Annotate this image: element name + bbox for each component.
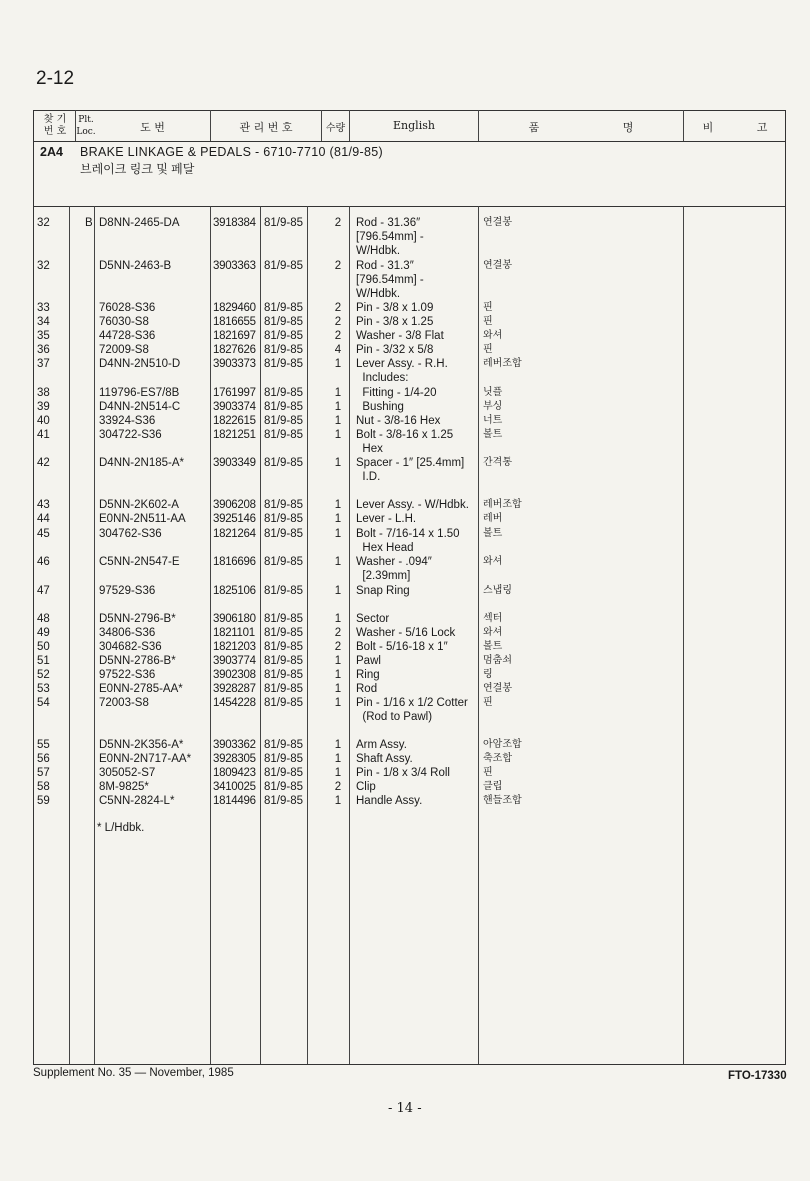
ref-no-cell: 36	[37, 344, 50, 356]
korean-name-cell: 닛플	[483, 387, 503, 398]
date-range-cell: 81/9-85	[264, 641, 304, 653]
ref-no-cell: 42	[37, 457, 50, 469]
korean-name-cell: 간격통	[483, 457, 512, 468]
column-divider	[260, 206, 261, 1064]
korean-name-cell: 핀	[483, 316, 493, 327]
supplement-note: Supplement No. 35 — November, 1985	[33, 1067, 234, 1079]
date-range-cell: 81/9-85	[264, 585, 304, 597]
quantity-cell: 2	[334, 260, 342, 272]
part-number-cell: C5NN-2N547-E	[99, 556, 180, 568]
mgmt-number-cell: 3903363	[213, 260, 256, 272]
english-description-cell: Arm Assy.	[356, 739, 407, 751]
date-range-cell: 81/9-85	[264, 217, 304, 229]
date-range-cell: 81/9-85	[264, 697, 304, 709]
korean-name-cell: 스냅링	[483, 585, 512, 596]
quantity-cell: 2	[334, 627, 342, 639]
part-number-cell: D4NN-2N510-D	[99, 358, 181, 370]
date-range-cell: 81/9-85	[264, 739, 304, 751]
mgmt-number-cell: 1821203	[213, 641, 256, 653]
quantity-cell: 1	[334, 499, 342, 511]
english-description-cell: Washer - .094″ [2.39mm]	[356, 556, 432, 582]
quantity-cell: 2	[334, 641, 342, 653]
date-range-cell: 81/9-85	[264, 401, 304, 413]
ref-no-cell: 33	[37, 302, 50, 314]
quantity-cell: 1	[334, 669, 342, 681]
quantity-cell: 1	[334, 753, 342, 765]
english-description-cell: Pawl	[356, 655, 381, 667]
quantity-cell: 1	[334, 457, 342, 469]
header-plt-loc: Plt. Loc.	[76, 115, 96, 137]
korean-name-cell: 아암조합	[483, 739, 522, 750]
ref-no-cell: 37	[37, 358, 50, 370]
english-description-cell: Snap Ring	[356, 585, 410, 597]
ref-no-cell: 51	[37, 655, 50, 667]
document-code: FTO-17330	[728, 1070, 787, 1082]
korean-name-cell: 부싱	[483, 401, 503, 412]
section-korean-title: 브레이크 링크 및 페달	[80, 162, 195, 176]
date-range-cell: 81/9-85	[264, 513, 304, 525]
date-range-cell: 81/9-85	[264, 655, 304, 667]
ref-no-cell: 47	[37, 585, 50, 597]
part-number-cell: 304762-S36	[99, 528, 162, 540]
part-number-cell: E0NN-2785-AA*	[99, 683, 183, 695]
mgmt-number-cell: 1816696	[213, 556, 256, 568]
quantity-cell: 1	[334, 697, 342, 709]
date-range-cell: 81/9-85	[264, 415, 304, 427]
part-number-cell: D5NN-2796-B*	[99, 613, 176, 625]
korean-name-cell: 볼트	[483, 641, 503, 652]
mgmt-number-cell: 3928287	[213, 683, 256, 695]
date-range-cell: 81/9-85	[264, 260, 304, 272]
korean-name-cell: 핀	[483, 697, 493, 708]
part-number-cell: E0NN-2N717-AA*	[99, 753, 192, 765]
english-description-cell: Pin - 1/16 x 1/2 Cotter (Rod to Pawl)	[356, 697, 468, 723]
mgmt-number-cell: 3906208	[213, 499, 256, 511]
column-divider	[69, 206, 70, 1064]
column-divider	[307, 206, 308, 1064]
ref-no-cell: 45	[37, 528, 50, 540]
quantity-cell: 1	[334, 513, 342, 525]
ref-no-cell: 58	[37, 781, 50, 793]
quantity-cell: 1	[334, 767, 342, 779]
ref-no-cell: 54	[37, 697, 50, 709]
korean-name-cell: 연결봉	[483, 217, 512, 228]
ref-no-cell: 43	[37, 499, 50, 511]
date-range-cell: 81/9-85	[264, 683, 304, 695]
header-english: English	[393, 119, 435, 132]
footnote: * L/Hdbk.	[97, 822, 145, 834]
date-range-cell: 81/9-85	[264, 795, 304, 807]
english-description-cell: Washer - 5/16 Lock	[356, 627, 456, 639]
mgmt-number-cell: 1821264	[213, 528, 256, 540]
korean-name-cell: 축조합	[483, 753, 512, 764]
quantity-cell: 1	[334, 556, 342, 568]
ref-no-cell: 50	[37, 641, 50, 653]
part-number-cell: D8NN-2465-DA	[99, 217, 180, 229]
date-range-cell: 81/9-85	[264, 499, 304, 511]
korean-name-cell: 레버조합	[483, 358, 522, 369]
korean-name-cell: 핀	[483, 767, 493, 778]
mgmt-number-cell: 1814496	[213, 795, 256, 807]
korean-name-cell: 레버조합	[483, 499, 522, 510]
quantity-cell: 1	[334, 528, 342, 540]
mgmt-number-cell: 3918384	[213, 217, 256, 229]
mgmt-number-cell: 3903349	[213, 457, 256, 469]
ref-no-cell: 52	[37, 669, 50, 681]
header-ref-no: 찾 기 번 호	[43, 114, 67, 137]
page-label: 2-12	[36, 68, 75, 89]
korean-name-cell: 와셔	[483, 330, 503, 341]
date-range-cell: 81/9-85	[264, 457, 304, 469]
part-number-cell: 305052-S7	[99, 767, 156, 779]
date-range-cell: 81/9-85	[264, 669, 304, 681]
quantity-cell: 1	[334, 739, 342, 751]
part-number-cell: 97529-S36	[99, 585, 156, 597]
korean-name-cell: 레버	[483, 513, 503, 524]
mgmt-number-cell: 1827626	[213, 344, 256, 356]
english-description-cell: Pin - 3/8 x 1.09	[356, 302, 434, 314]
quantity-cell: 2	[334, 330, 342, 342]
mgmt-number-cell: 3903362	[213, 739, 256, 751]
quantity-cell: 1	[334, 358, 342, 370]
header-divider	[210, 110, 211, 141]
korean-name-cell: 섹터	[483, 613, 503, 624]
english-description-cell: Lever - L.H.	[356, 513, 417, 525]
part-number-cell: E0NN-2N511-AA	[99, 513, 186, 525]
header-mgmt-no: 관 리 번 호	[239, 121, 293, 134]
part-number-cell: D4NN-2N185-A*	[99, 457, 185, 469]
korean-name-cell: 핀	[483, 302, 493, 313]
mgmt-number-cell: 3928305	[213, 753, 256, 765]
section-title: BRAKE LINKAGE & PEDALS - 6710-7710 (81/9-85)	[80, 145, 383, 159]
part-number-cell: 119796-ES7/8B	[99, 387, 180, 399]
korean-name-cell: 볼트	[483, 429, 503, 440]
date-range-cell: 81/9-85	[264, 556, 304, 568]
ref-no-cell: 38	[37, 387, 50, 399]
english-description-cell: Spacer - 1″ [25.4mm] I.D.	[356, 457, 465, 483]
mgmt-number-cell: 1821697	[213, 330, 256, 342]
ref-no-cell: 55	[37, 739, 50, 751]
quantity-cell: 2	[334, 217, 342, 229]
quantity-cell: 1	[334, 795, 342, 807]
english-description-cell: Washer - 3/8 Flat	[356, 330, 444, 342]
english-description-cell: Shaft Assy.	[356, 753, 413, 765]
mgmt-number-cell: 3902308	[213, 669, 256, 681]
ref-no-cell: 35	[37, 330, 50, 342]
section-code: 2A4	[40, 145, 63, 159]
english-description-cell: Fitting - 1/4-20	[356, 387, 437, 399]
part-number-cell: 72003-S8	[99, 697, 149, 709]
date-range-cell: 81/9-85	[264, 613, 304, 625]
ref-no-cell: 49	[37, 627, 50, 639]
korean-name-cell: 핀	[483, 344, 493, 355]
header-remarks: 비 고	[702, 121, 768, 134]
mgmt-number-cell: 1816655	[213, 316, 256, 328]
part-number-cell: 33924-S36	[99, 415, 156, 427]
quantity-cell: 1	[334, 401, 342, 413]
english-description-cell: Pin - 3/8 x 1.25	[356, 316, 434, 328]
column-divider	[478, 206, 479, 1064]
part-number-cell: 76028-S36	[99, 302, 156, 314]
part-number-cell: 44728-S36	[99, 330, 156, 342]
quantity-cell: 1	[334, 683, 342, 695]
ref-no-cell: 34	[37, 316, 50, 328]
date-range-cell: 81/9-85	[264, 528, 304, 540]
ref-no-cell: 46	[37, 556, 50, 568]
english-description-cell: Rod	[356, 683, 378, 695]
quantity-cell: 4	[334, 344, 342, 356]
english-description-cell: Bushing	[356, 401, 404, 413]
ref-no-cell: 53	[37, 683, 50, 695]
date-range-cell: 81/9-85	[264, 627, 304, 639]
english-description-cell: Rod - 31.3″ [796.54mm] - W/Hdbk.	[356, 260, 424, 300]
quantity-cell: 1	[334, 585, 342, 597]
korean-name-cell: 핸들조합	[483, 795, 522, 806]
date-range-cell: 81/9-85	[264, 344, 304, 356]
header-bottom-rule	[33, 141, 786, 142]
date-range-cell: 81/9-85	[264, 330, 304, 342]
mgmt-number-cell: 3903774	[213, 655, 256, 667]
quantity-cell: 1	[334, 415, 342, 427]
korean-name-cell: 너트	[483, 415, 503, 426]
part-number-cell: 8M-9825*	[99, 781, 149, 793]
english-description-cell: Lever Assy. - W/Hdbk.	[356, 499, 469, 511]
korean-name-cell: 와셔	[483, 556, 503, 567]
column-divider	[210, 206, 211, 1064]
mgmt-number-cell: 1454228	[213, 697, 256, 709]
english-description-cell: Ring	[356, 669, 380, 681]
quantity-cell: 1	[334, 613, 342, 625]
mgmt-number-cell: 3925146	[213, 513, 256, 525]
page-number: - 14 -	[388, 1101, 422, 1116]
mgmt-number-cell: 1761997	[213, 387, 256, 399]
ref-no-cell: 39	[37, 401, 50, 413]
mgmt-number-cell: 1809423	[213, 767, 256, 779]
english-description-cell: Nut - 3/8-16 Hex	[356, 415, 441, 427]
quantity-cell: 1	[334, 655, 342, 667]
quantity-cell: 2	[334, 781, 342, 793]
korean-name-cell: 볼트	[483, 528, 503, 539]
mgmt-number-cell: 1825106	[213, 585, 256, 597]
english-description-cell: Clip	[356, 781, 376, 793]
date-range-cell: 81/9-85	[264, 753, 304, 765]
korean-name-cell: 연결봉	[483, 683, 512, 694]
english-description-cell: Pin - 3/32 x 5/8	[356, 344, 434, 356]
english-description-cell: Rod - 31.36″ [796.54mm] - W/Hdbk.	[356, 217, 424, 257]
plt-loc-cell: B	[85, 217, 93, 229]
part-number-cell: 304722-S36	[99, 429, 162, 441]
mgmt-number-cell: 1829460	[213, 302, 256, 314]
ref-no-cell: 32	[37, 217, 50, 229]
mgmt-number-cell: 3410025	[213, 781, 256, 793]
date-range-cell: 81/9-85	[264, 429, 304, 441]
date-range-cell: 81/9-85	[264, 358, 304, 370]
header-item-name: 품 명	[528, 121, 634, 134]
ref-no-cell: 56	[37, 753, 50, 765]
part-number-cell: 72009-S8	[99, 344, 149, 356]
part-number-cell: D5NN-2K356-A*	[99, 739, 184, 751]
mgmt-number-cell: 1821101	[213, 627, 255, 639]
quantity-cell: 1	[334, 429, 342, 441]
korean-name-cell: 멈춤쇠	[483, 655, 512, 666]
korean-name-cell: 와셔	[483, 627, 503, 638]
part-number-cell: D5NN-2463-B	[99, 260, 172, 272]
ref-no-cell: 48	[37, 613, 50, 625]
mgmt-number-cell: 1822615	[213, 415, 256, 427]
date-range-cell: 81/9-85	[264, 387, 304, 399]
date-range-cell: 81/9-85	[264, 316, 304, 328]
header-qty: 수량	[325, 123, 346, 134]
english-description-cell: Sector	[356, 613, 390, 625]
english-description-cell: Handle Assy.	[356, 795, 423, 807]
english-description-cell: Bolt - 7/16-14 x 1.50 Hex Head	[356, 528, 460, 554]
part-number-cell: D5NN-2786-B*	[99, 655, 176, 667]
column-divider	[683, 206, 684, 1064]
mgmt-number-cell: 1821251	[213, 429, 256, 441]
part-number-cell: 304682-S36	[99, 641, 162, 653]
column-divider	[349, 206, 350, 1064]
ref-no-cell: 41	[37, 429, 50, 441]
date-range-cell: 81/9-85	[264, 302, 304, 314]
ref-no-cell: 32	[37, 260, 50, 272]
korean-name-cell: 연결봉	[483, 260, 512, 271]
korean-name-cell: 링	[483, 669, 493, 680]
quantity-cell: 2	[334, 316, 342, 328]
part-number-cell: 76030-S8	[99, 316, 149, 328]
mgmt-number-cell: 3906180	[213, 613, 256, 625]
part-number-cell: D5NN-2K602-A	[99, 499, 179, 511]
date-range-cell: 81/9-85	[264, 767, 304, 779]
part-number-cell: D4NN-2N514-C	[99, 401, 181, 413]
ref-no-cell: 57	[37, 767, 50, 779]
part-number-cell: 97522-S36	[99, 669, 156, 681]
english-description-cell: Bolt - 5/16-18 x 1″	[356, 641, 448, 653]
ref-no-cell: 59	[37, 795, 50, 807]
english-description-cell: Lever Assy. - R.H. Includes:	[356, 358, 448, 384]
ref-no-cell: 44	[37, 513, 50, 525]
header-drawing-no: 도 번	[140, 121, 165, 134]
part-number-cell: 34806-S36	[99, 627, 156, 639]
mgmt-number-cell: 3903374	[213, 401, 256, 413]
part-number-cell: C5NN-2824-L*	[99, 795, 175, 807]
quantity-cell: 2	[334, 302, 342, 314]
quantity-cell: 1	[334, 387, 342, 399]
mgmt-number-cell: 3903373	[213, 358, 256, 370]
ref-no-cell: 40	[37, 415, 50, 427]
korean-name-cell: 클립	[483, 781, 503, 792]
english-description-cell: Pin - 1/8 x 3/4 Roll	[356, 767, 450, 779]
date-range-cell: 81/9-85	[264, 781, 304, 793]
column-divider	[94, 206, 95, 1064]
english-description-cell: Bolt - 3/8-16 x 1.25 Hex	[356, 429, 454, 455]
section-bottom-rule	[33, 206, 786, 207]
